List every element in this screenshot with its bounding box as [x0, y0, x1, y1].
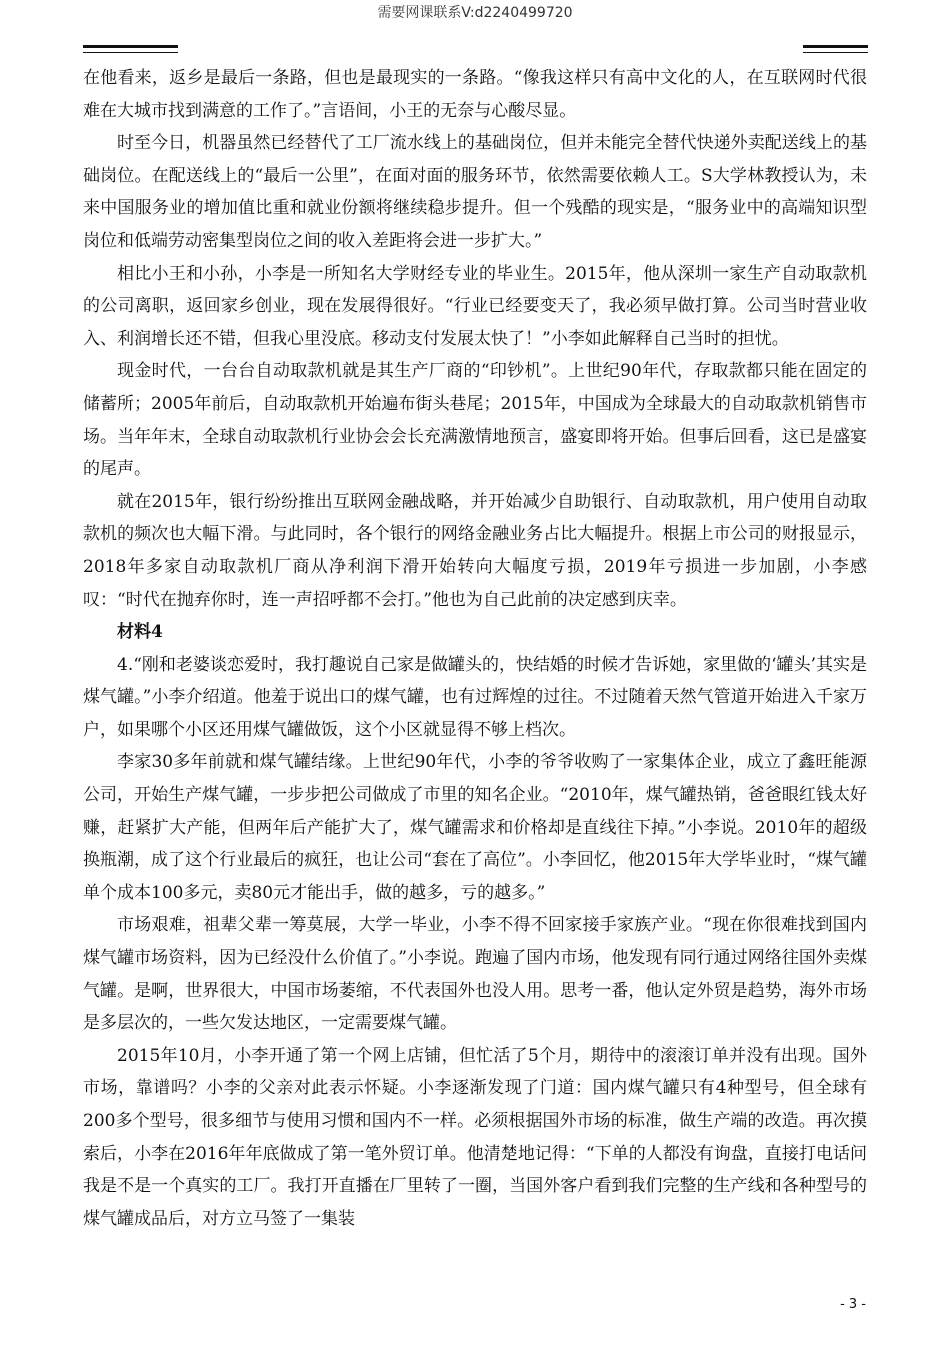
paragraph-3: 相比小王和小孙，小李是一所知名大学财经专业的毕业生。2015年，他从深圳一家生产自动取款机的公司离职，返回家乡创业，现在发展得很好。“行业已经要变天了，我必须早做打算。公司当时营业收入、利润增长还不错，但我心里没底。移动支付发展太快了！”小李如此解释自己当时的担忧。	[83, 263, 867, 349]
watermark-text: 需要网课联系V:d2240499720	[377, 5, 573, 21]
paragraph-5: 就在2015年，银行纷纷推出互联网金融战略，并开始减少自助银行、自动取款机，用户使用自动取款机的频次也大幅下滑。与此同时，各个银行的网络金融业务占比大幅提升。根据上市公司的财报显示，2018年多家自动取款机厂商从净利润下滑开始转向大幅度亏损，2019年亏损进一步加剧，小李感叹：“时代在抛弃你时，连一声招呼都不会打。”他也为自己此前的决定感到庆幸。	[83, 491, 867, 610]
document-body	[83, 62, 867, 1235]
paragraph-1: 在他看来，返乡是最后一条路，但也是最现实的一条路。“像我这样只有高中文化的人，在互联网时代很难在大城市找到满意的工作了。”言语间，小王的无奈与心酸尽显。	[83, 68, 867, 121]
page-number: - 3 -	[840, 1297, 866, 1312]
section-heading: 材料4	[117, 622, 163, 643]
paragraph-2: 时至今日，机器虽然已经替代了工厂流水线上的基础岗位，但并未能完全替代快递外卖配送线上的基础岗位。在配送线上的“最后一公里”，在面对面的服务环节，依然需要依赖人工。S大学林教授认为，未来中国服务业的增加值比重和就业份额将继续稳步提升。但一个残酷的现实是，“服务业中的高端知识型岗位和低端劳动密集型岗位之间的收入差距将会进一步扩大。”	[83, 133, 867, 251]
paragraph-7: 李家30多年前就和煤气罐结缘。上世纪90年代，小李的爷爷收购了一家集体企业，成立了鑫旺能源公司，开始生产煤气罐，一步步把公司做成了市里的知名企业。“2010年，煤气罐热销，爸爸眼红钱太好赚，赶紧扩大产能，但两年后产能扩大了，煤气罐需求和价格却是直线往下掉。”小李说。2010年的超级换瓶潮，成了这个行业最后的疯狂，也让公司“套在了高位”。小李回忆，他2015年大学毕业时，“煤气罐单个成本100多元，卖80元才能出手，做的越多，亏的越多。”	[83, 752, 867, 903]
header-rule-left-thin	[83, 52, 178, 53]
header-rule-right-thin	[803, 52, 868, 53]
paragraph-8: 市场艰难，祖辈父辈一筹莫展，大学一毕业，小李不得不回家接手家族产业。“现在你很难找到国内煤气罐市场资料，因为已经没什么价值了。”小李说。跑遍了国内市场，他发现有同行通过网络往国外卖煤气罐。是啊，世界很大，中国市场萎缩，不代表国外也没人用。思考一番，他认定外贸是趋势，海外市场是多层次的，一些欠发达地区，一定需要煤气罐。	[83, 915, 867, 1034]
header-rule-right-thick	[803, 45, 868, 48]
paragraph-4: 现金时代，一台台自动取款机就是其生产厂商的“印钞机”。上世纪90年代，存取款都只能在固定的储蓄所；2005年前后，自动取款机开始遍布街头巷尾；2015年，中国成为全球最大的自动取款机销售市场。当年年末，全球自动取款机行业协会会长充满激情地预言，盛宴即将开始。但事后回看，这已是盛宴的尾声。	[83, 361, 867, 480]
paragraph-6: 4.“刚和老婆谈恋爱时，我打趣说自己家是做罐头的，快结婚的时候才告诉她，家里做的‘罐头’其实是煤气罐。”小李介绍道。他羞于说出口的煤气罐，也有过辉煌的过往。不过随着天然气管道开始进入千家万户，如果哪个小区还用煤气罐做饭，这个小区就显得不够上档次。	[83, 654, 867, 740]
header-rule-left-thick	[83, 45, 178, 48]
paragraph-9: 2015年10月，小李开通了第一个网上店铺，但忙活了5个月，期待中的滚滚订单并没有出现。国外市场，靠谱吗？小李的父亲对此表示怀疑。小李逐渐发现了门道：国内煤气罐只有4种型号，但全球有200多个型号，很多细节与使用习惯和国内不一样。必须根据国外市场的标准，做生产端的改造。再次摸索后，小李在2016年年底做成了第一笔外贸订单。他清楚地记得：“下单的人都没有询盘，直接打电话问我是不是一个真实的工厂。我打开直播在厂里转了一圈，当国外客户看到我们完整的生产线和各种型号的煤气罐成品后，对方立马签了一集装	[83, 1045, 867, 1229]
